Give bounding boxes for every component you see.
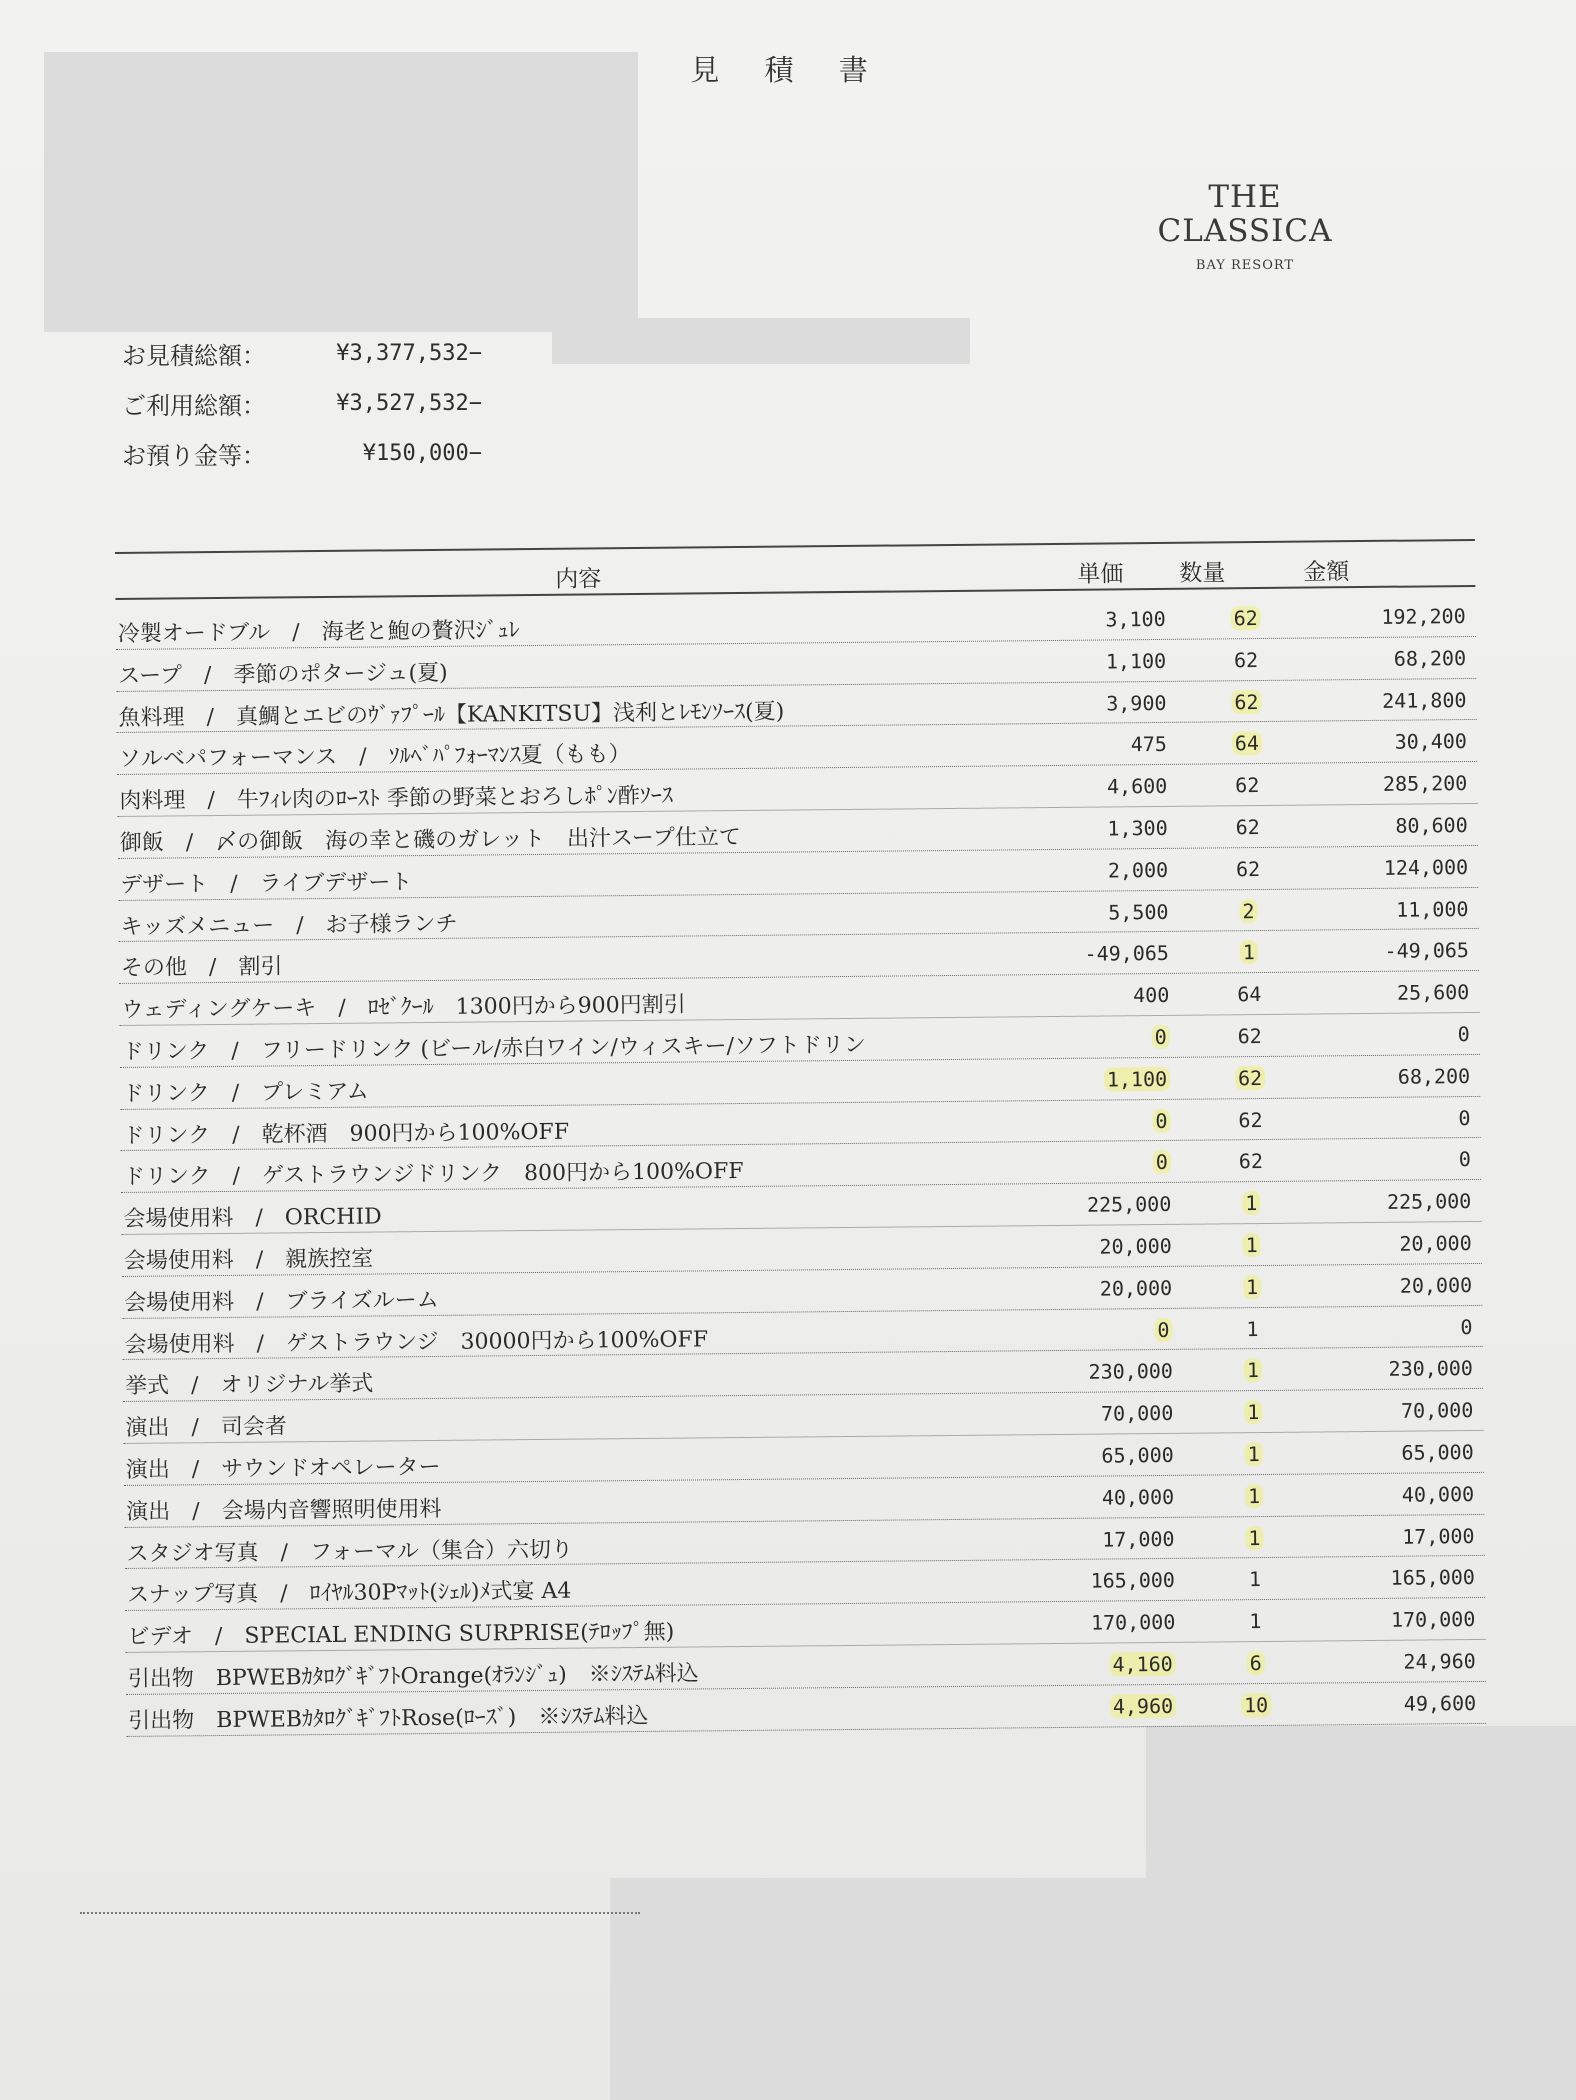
row-unit-price xyxy=(1019,983,1169,1008)
row-quantity xyxy=(1217,773,1277,798)
row-amount-text: 68,200 xyxy=(1397,1063,1471,1089)
row-quantity-text: 1 xyxy=(1248,1567,1262,1592)
row-quantity-text: 1 xyxy=(1249,1609,1262,1634)
row-description-text: 魚料理 / 真鯛とエビのｳﾞｧﾌﾟｰﾙ【KANKITSU】浅利とﾚﾓﾝｿｰｽ(夏) xyxy=(118,699,785,731)
table-header xyxy=(115,549,1475,600)
row-quantity xyxy=(1220,1066,1280,1091)
row-unit-price xyxy=(1022,1234,1172,1259)
row-amount xyxy=(1317,771,1467,796)
row-quantity xyxy=(1219,940,1279,965)
summary-deposit: お預り金等： ¥150,000− xyxy=(122,440,482,470)
row-amount xyxy=(1319,938,1469,963)
venue-logo: THE CLASSICA BAY RESORT xyxy=(1157,179,1333,273)
row-quantity xyxy=(1223,1358,1283,1383)
row-quantity xyxy=(1221,1149,1281,1174)
row-amount-text: 68,200 xyxy=(1393,645,1467,671)
row-unit-price-text: 4,160 xyxy=(1109,1652,1175,1677)
row-quantity xyxy=(1218,815,1278,840)
row-description-text: ドリンク / ゲストラウンジドリンク 800円から100%OFF xyxy=(122,1159,744,1191)
row-quantity-text: 64 xyxy=(1237,982,1262,1007)
redacted-block-summary xyxy=(552,318,970,364)
redacted-block-bottom xyxy=(610,1878,1576,2100)
row-amount xyxy=(1325,1607,1475,1632)
row-description-text: 演出 / 司会者 xyxy=(125,1414,287,1442)
row-quantity-text: 62 xyxy=(1237,1023,1262,1049)
row-amount-text: 165,000 xyxy=(1390,1565,1476,1591)
row-unit-price-text: 1,100 xyxy=(1105,648,1167,674)
row-description-text: ドリンク / 乾杯酒 900円から100%OFF xyxy=(122,1119,570,1149)
row-amount xyxy=(1318,855,1468,880)
row-quantity xyxy=(1224,1442,1284,1467)
row-description-text: ドリンク / フリードリンク (ビール/赤白ワイン/ウィスキー/ソフトドリン xyxy=(121,1032,867,1065)
row-unit-price xyxy=(1016,691,1166,716)
row-quantity xyxy=(1219,982,1279,1007)
row-amount-text: 0 xyxy=(1460,1314,1473,1339)
row-amount xyxy=(1323,1398,1473,1423)
row-quantity xyxy=(1222,1275,1282,1300)
row-unit-price xyxy=(1020,1108,1170,1133)
row-description-text: 肉料理 / 牛ﾌｨﾚ肉のﾛｰｽﾄ 季節の野菜とおろしﾎﾟﾝ酢ｿｰｽ xyxy=(119,783,673,815)
row-unit-price-text: 3,100 xyxy=(1105,606,1166,632)
row-amount xyxy=(1316,604,1466,629)
row-quantity-text: 1 xyxy=(1243,1275,1261,1299)
row-description-text: キッズメニュー / お子様ランチ xyxy=(120,911,458,940)
row-quantity-text: 62 xyxy=(1231,690,1261,714)
row-quantity xyxy=(1226,1651,1286,1676)
row-amount-text: 70,000 xyxy=(1400,1398,1474,1423)
row-amount xyxy=(1322,1273,1472,1298)
row-unit-price xyxy=(1022,1317,1172,1342)
row-unit-price xyxy=(1017,774,1167,799)
row-quantity-text: 1 xyxy=(1243,1233,1261,1257)
row-amount-text: 17,000 xyxy=(1402,1523,1475,1549)
row-amount xyxy=(1320,1106,1470,1131)
row-quantity xyxy=(1223,1400,1283,1425)
row-unit-price-text: 4,600 xyxy=(1106,774,1168,799)
row-quantity xyxy=(1224,1484,1284,1509)
row-unit-price-text: 2,000 xyxy=(1107,857,1169,883)
row-unit-price xyxy=(1024,1526,1174,1551)
row-unit-price xyxy=(1020,1025,1170,1050)
row-unit-price-text: 70,000 xyxy=(1100,1401,1174,1426)
row-amount xyxy=(1318,897,1468,922)
row-quantity xyxy=(1222,1233,1282,1258)
row-description-text: 演出 / サウンドオペレーター xyxy=(125,1454,441,1483)
row-unit-price-text: 400 xyxy=(1133,983,1170,1008)
row-amount xyxy=(1323,1356,1473,1381)
row-quantity xyxy=(1216,648,1276,673)
row-amount xyxy=(1322,1315,1472,1340)
row-amount xyxy=(1316,646,1466,671)
row-description-text: ビデオ / SPECIAL ENDING SURPRISE(ﾃﾛｯﾌﾟ無) xyxy=(127,1619,675,1651)
row-amount xyxy=(1324,1482,1474,1507)
row-quantity-text: 62 xyxy=(1238,1149,1264,1174)
row-quantity xyxy=(1222,1316,1282,1341)
row-quantity-text: 62 xyxy=(1231,606,1261,630)
row-unit-price xyxy=(1019,941,1169,966)
row-amount-text: 170,000 xyxy=(1390,1607,1476,1632)
row-description-text: 会場使用料 / ORCHID xyxy=(123,1204,382,1233)
header-quantity: 数量 xyxy=(1179,560,1226,587)
row-quantity xyxy=(1218,898,1278,923)
row-amount-text: 241,800 xyxy=(1382,687,1467,713)
row-unit-price-text: 0 xyxy=(1153,1150,1171,1174)
row-amount xyxy=(1325,1565,1475,1590)
row-unit-price xyxy=(1026,1652,1176,1677)
row-unit-price xyxy=(1022,1276,1172,1301)
header-unit-price: 単価 xyxy=(1077,561,1124,588)
row-amount-text: 24,960 xyxy=(1403,1648,1476,1674)
row-quantity-text: 62 xyxy=(1238,1107,1263,1132)
redacted-block-customer xyxy=(44,52,638,332)
row-unit-price xyxy=(1016,607,1166,632)
row-amount xyxy=(1320,1064,1470,1089)
row-amount xyxy=(1326,1691,1476,1716)
row-unit-price-text: 65,000 xyxy=(1101,1442,1174,1468)
row-unit-price-text: 20,000 xyxy=(1099,1275,1173,1301)
row-description-text: ドリンク / プレミアム xyxy=(122,1079,369,1107)
row-amount xyxy=(1319,980,1469,1005)
row-quantity-text: 62 xyxy=(1233,647,1259,673)
row-quantity xyxy=(1216,689,1276,714)
row-description-text: ウェディングケーキ / ﾛｾﾞｸｰﾙ 1300円から900円割引 xyxy=(121,992,686,1024)
row-quantity-text: 62 xyxy=(1235,773,1260,798)
footer-dotted-line xyxy=(80,1912,640,1914)
summary-estimate-total: お見積総額： ¥3,377,532− xyxy=(122,340,482,370)
row-description-text: スープ / 季節のポタージュ(夏) xyxy=(118,660,448,689)
row-amount-text: 25,600 xyxy=(1396,980,1470,1005)
row-description-text: 会場使用料 / ブライズルーム xyxy=(124,1287,439,1316)
row-description-text: その他 / 割引 xyxy=(120,954,283,982)
row-quantity-text: 6 xyxy=(1247,1651,1265,1675)
row-unit-price xyxy=(1018,858,1168,883)
row-amount xyxy=(1321,1147,1471,1172)
row-amount-text: 0 xyxy=(1457,1021,1470,1047)
row-quantity-text: 1 xyxy=(1245,1442,1263,1466)
row-unit-price xyxy=(1020,1067,1170,1092)
row-quantity xyxy=(1221,1191,1281,1216)
row-quantity xyxy=(1217,731,1277,756)
row-amount xyxy=(1324,1440,1474,1465)
row-unit-price xyxy=(1024,1443,1174,1468)
row-quantity xyxy=(1224,1525,1284,1550)
row-unit-price xyxy=(1021,1150,1171,1175)
row-amount-text: 0 xyxy=(1458,1105,1471,1130)
row-amount xyxy=(1326,1649,1476,1674)
row-amount-text: 30,400 xyxy=(1394,729,1467,755)
row-unit-price-text: 1,100 xyxy=(1104,1067,1170,1092)
header-amount: 金額 xyxy=(1303,559,1350,586)
row-amount-text: -49,065 xyxy=(1384,938,1470,964)
row-amount-text: 11,000 xyxy=(1396,896,1469,922)
row-quantity-text: 1 xyxy=(1244,1358,1262,1382)
row-unit-price xyxy=(1017,732,1167,757)
row-amount-text: 192,200 xyxy=(1381,604,1466,629)
row-unit-price-text: 165,000 xyxy=(1090,1568,1176,1594)
row-unit-price-text: 170,000 xyxy=(1090,1609,1176,1635)
row-quantity xyxy=(1220,1024,1280,1049)
row-quantity-text: 1 xyxy=(1246,1316,1259,1341)
row-description-text: 演出 / 会場内音響照明使用料 xyxy=(126,1496,442,1525)
row-amount-text: 80,600 xyxy=(1395,813,1468,838)
row-amount xyxy=(1324,1524,1474,1549)
row-quantity-text: 1 xyxy=(1244,1400,1262,1424)
row-unit-price-text: 230,000 xyxy=(1088,1359,1174,1385)
row-description xyxy=(128,1695,1068,1735)
row-description-text: 冷製オードブル / 海老と鮑の贅沢ｼﾞｭﾚ xyxy=(117,618,520,647)
row-unit-price xyxy=(1018,899,1168,924)
row-unit-price-text: 0 xyxy=(1152,1108,1170,1132)
row-unit-price-text: 40,000 xyxy=(1101,1484,1175,1510)
row-quantity-text: 2 xyxy=(1239,899,1257,923)
row-unit-price-text: 0 xyxy=(1152,1025,1170,1049)
row-amount xyxy=(1316,688,1466,713)
row-amount xyxy=(1321,1189,1471,1214)
row-amount-text: 285,200 xyxy=(1382,771,1468,797)
row-unit-price xyxy=(1025,1568,1175,1593)
row-quantity xyxy=(1225,1567,1285,1592)
row-amount-text: 225,000 xyxy=(1386,1189,1472,1214)
row-quantity xyxy=(1226,1693,1286,1718)
row-unit-price-text: -49,065 xyxy=(1084,941,1170,967)
row-description-text: デザート / ライブデザート xyxy=(120,869,413,898)
row-amount-text: 65,000 xyxy=(1401,1439,1474,1465)
row-description-text: 御飯 / 〆の御飯 海の幸と磯のガレット 出汁スープ仕立て xyxy=(119,824,741,856)
document-title: 見 積 書 xyxy=(690,53,886,87)
row-unit-price-text: 20,000 xyxy=(1099,1233,1172,1259)
row-quantity xyxy=(1216,606,1276,631)
row-unit-price xyxy=(1018,816,1168,841)
row-unit-price xyxy=(1023,1359,1173,1384)
row-unit-price-text: 3,900 xyxy=(1106,690,1167,716)
row-unit-price-text: 1,300 xyxy=(1107,815,1168,841)
row-description-text: スナップ写真 / ﾛｲﾔﾙ30Pﾏｯﾄ(ｼｪﾙ)ﾒ式宴 A4 xyxy=(126,1578,572,1609)
row-quantity-text: 10 xyxy=(1241,1693,1271,1717)
row-unit-price-text: 5,500 xyxy=(1108,899,1169,925)
summary-usage-total: ご利用総額： ¥3,527,532− xyxy=(122,390,482,420)
row-amount xyxy=(1317,729,1467,754)
row-unit-price-text: 0 xyxy=(1154,1317,1172,1341)
row-quantity xyxy=(1225,1609,1285,1634)
row-unit-price xyxy=(1025,1610,1175,1635)
row-unit-price-text: 17,000 xyxy=(1102,1526,1175,1552)
row-description-text: 挙式 / オリジナル挙式 xyxy=(124,1371,374,1400)
row-quantity-text: 1 xyxy=(1245,1526,1263,1550)
estimate-summary xyxy=(122,328,482,478)
row-quantity-text: 62 xyxy=(1235,815,1260,840)
row-unit-price xyxy=(1023,1401,1173,1426)
row-amount-text: 230,000 xyxy=(1388,1356,1474,1382)
row-amount xyxy=(1318,813,1468,838)
header-description: 内容 xyxy=(555,566,602,593)
row-description-text: 引出物 BPWEBｶﾀﾛｸﾞｷﾞﾌﾄRose(ﾛｰｽﾞ) ※ｼｽﾃﾑ料込 xyxy=(128,1703,649,1734)
row-unit-price-text: 4,960 xyxy=(1110,1694,1176,1719)
row-quantity xyxy=(1218,857,1278,882)
row-description-text: 引出物 BPWEBｶﾀﾛｸﾞｷﾞﾌﾄOrange(ｵﾗﾝｼﾞｭ) ※ｼｽﾃﾑ料込 xyxy=(127,1661,699,1692)
row-unit-price xyxy=(1026,1694,1176,1719)
row-amount-text: 20,000 xyxy=(1399,1230,1472,1256)
line-items-table xyxy=(115,539,1477,1734)
row-description-text: 会場使用料 / ゲストラウンジ 30000円から100%OFF xyxy=(124,1326,709,1358)
row-quantity-text: 62 xyxy=(1235,856,1261,882)
row-amount xyxy=(1320,1022,1470,1047)
table-body xyxy=(116,595,1487,1737)
row-quantity-text: 62 xyxy=(1235,1066,1265,1090)
row-unit-price-text: 475 xyxy=(1130,732,1168,757)
row-unit-price xyxy=(1024,1485,1174,1510)
row-amount-text: 0 xyxy=(1458,1147,1472,1172)
row-description-text: 会場使用料 / 親族控室 xyxy=(123,1246,374,1274)
row-amount xyxy=(1322,1231,1472,1256)
row-amount-text: 124,000 xyxy=(1383,854,1469,880)
row-quantity-text: 1 xyxy=(1245,1484,1263,1508)
row-unit-price-text: 225,000 xyxy=(1086,1192,1172,1217)
row-description-text: スタジオ写真 / フォーマル（集合）六切り xyxy=(126,1537,574,1567)
row-amount-text: 49,600 xyxy=(1403,1690,1477,1716)
row-quantity xyxy=(1220,1107,1280,1132)
row-description-text: ソルベパフォーマンス / ｿﾙﾍﾞﾊﾟﾌｫｰﾏﾝｽ夏（もも） xyxy=(118,742,631,773)
row-amount-text: 20,000 xyxy=(1399,1272,1473,1298)
row-amount-text: 40,000 xyxy=(1401,1481,1475,1507)
row-unit-price xyxy=(1016,649,1166,674)
row-quantity-text: 1 xyxy=(1240,940,1258,964)
row-quantity-text: 1 xyxy=(1242,1191,1260,1215)
row-quantity-text: 64 xyxy=(1232,731,1262,755)
row-unit-price xyxy=(1021,1192,1171,1217)
